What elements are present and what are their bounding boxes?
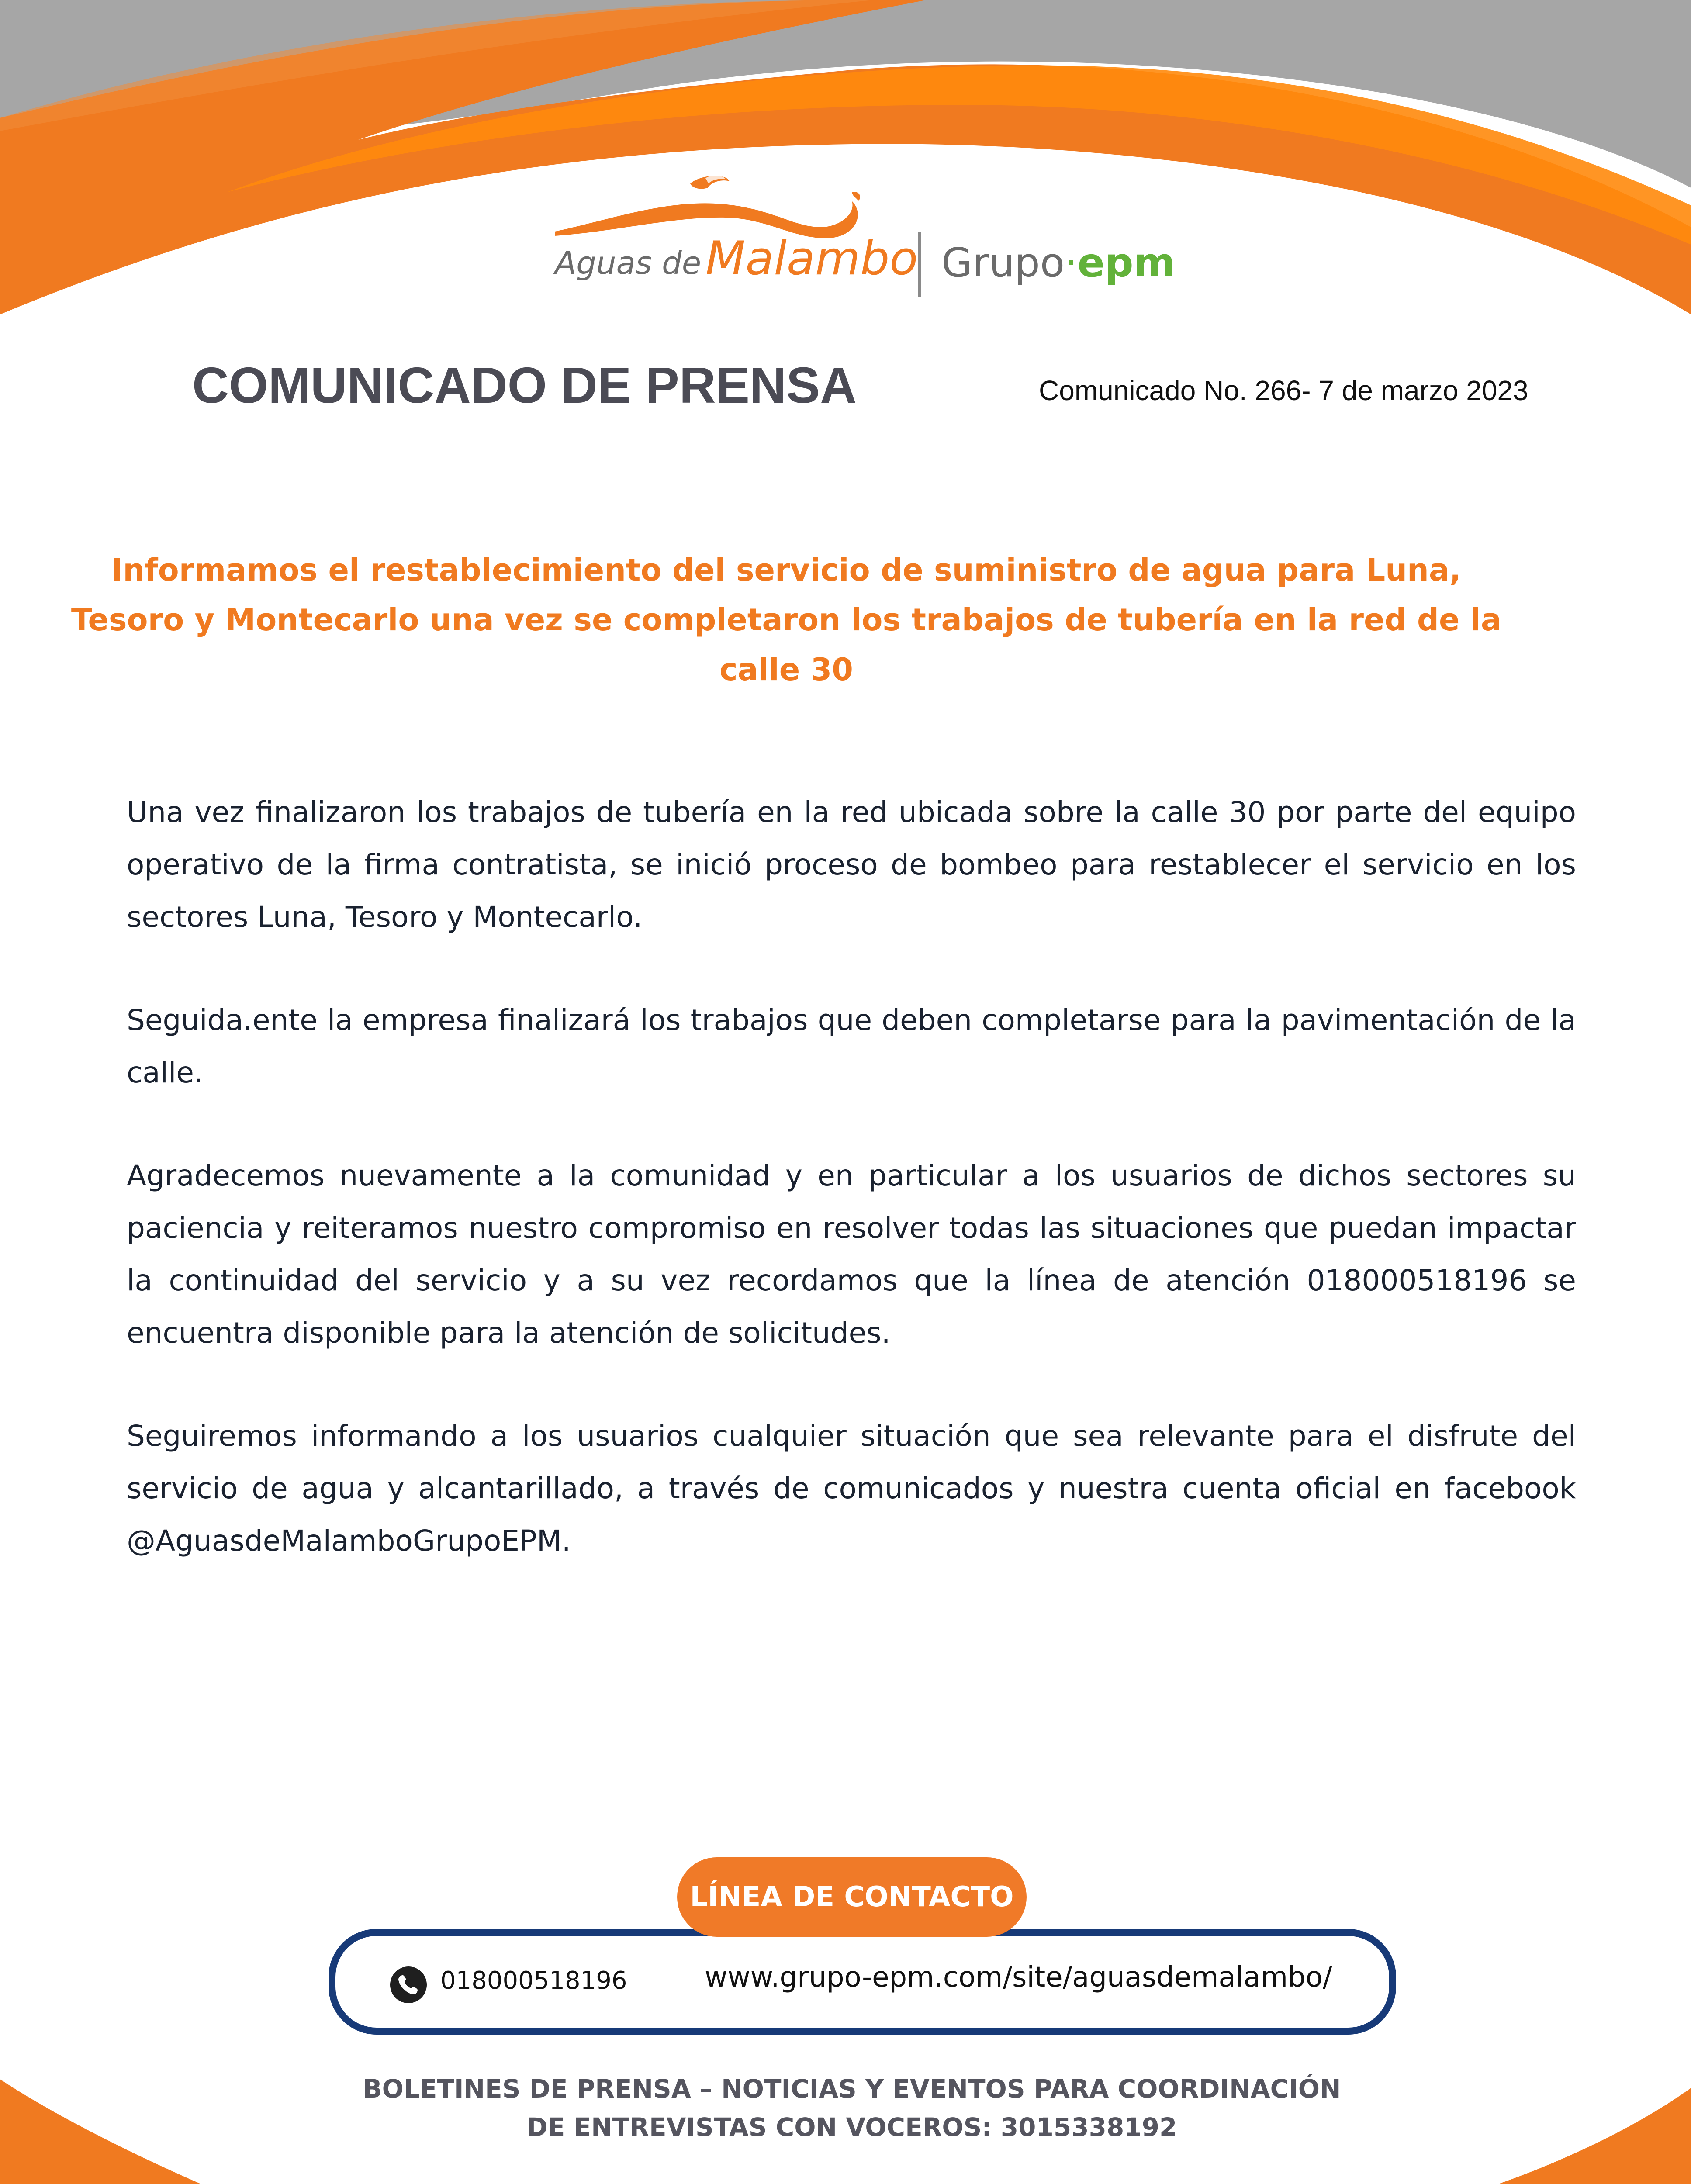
headline: Informamos el restablecimiento del servicio de suministro de agua para Luna, Tesoro y Montecarlo una vez se completaron los trabajos de tubería en la red de la calle 30 [71,552,1502,688]
logo-grupo-text: Grupo [941,239,1065,286]
contact-phone[interactable]: 018000518196 [440,1966,627,1995]
logo-divider [918,232,921,297]
contact-box [329,1929,1396,2035]
footer [306,2070,1398,2146]
brand-logo [550,166,1176,310]
page-title: COMUNICADO DE PRENSA [192,357,857,414]
release-number: Comunicado No. 266- 7 de marzo 2023 [1039,375,1528,406]
paragraph-4: Seguiremos informando a los usuarios cualquier situación que sea relevante para el disfrute del servicio de agua y alcantarillado, a través de comunicados y nuestra cuenta oficial en facebook @AguasdeMalamboGrupoEPM. [127,1419,1576,1558]
contact-website-link[interactable]: www.grupo-epm.com/site/aguasdemalambo/ [705,1961,1332,1994]
footer-line-2: DE ENTREVISTAS CON VOCEROS: 3015338192 [526,2112,1177,2142]
paragraph-1: Una vez finalizaron los trabajos de tubería en la red ubicada sobre la calle 30 por parte del equipo operativo de la firma contratista, se inició proceso de bombeo para restablecer el servicio en los sectores Luna, Tesoro y Montecarlo. [127,795,1576,934]
paragraph-2: Seguida.ente la empresa finalizará los trabajos que deben completarse para la pavimentación de la calle. [127,1003,1576,1089]
logo-epm-text: epm [1077,239,1176,286]
phone-icon [390,1966,427,2003]
logo-text-malambo: Malambo [705,232,918,285]
paragraph-3: Agradecemos nuevamente a la comunidad y en particular a los usuarios de dichos sectores su paciencia y reiteramos nuestro compromiso en resolver todas las situaciones que puedan impactar la continuidad del servicio y a su vez recordamos que la línea de atención 018000518196 se encuentra disponible para la atención de solicitudes. [127,1159,1576,1350]
footer-line-1: BOLETINES DE PRENSA – NOTICIAS Y EVENTOS PARA COORDINACIÓN [363,2074,1341,2104]
logo-grupo-epm: Grupo·epm [941,239,1176,286]
contact-line-badge: LÍNEA DE CONTACTO [677,1857,1027,1937]
logo-text-aguas: Aguas de [555,245,702,281]
body-text [127,786,1576,1618]
